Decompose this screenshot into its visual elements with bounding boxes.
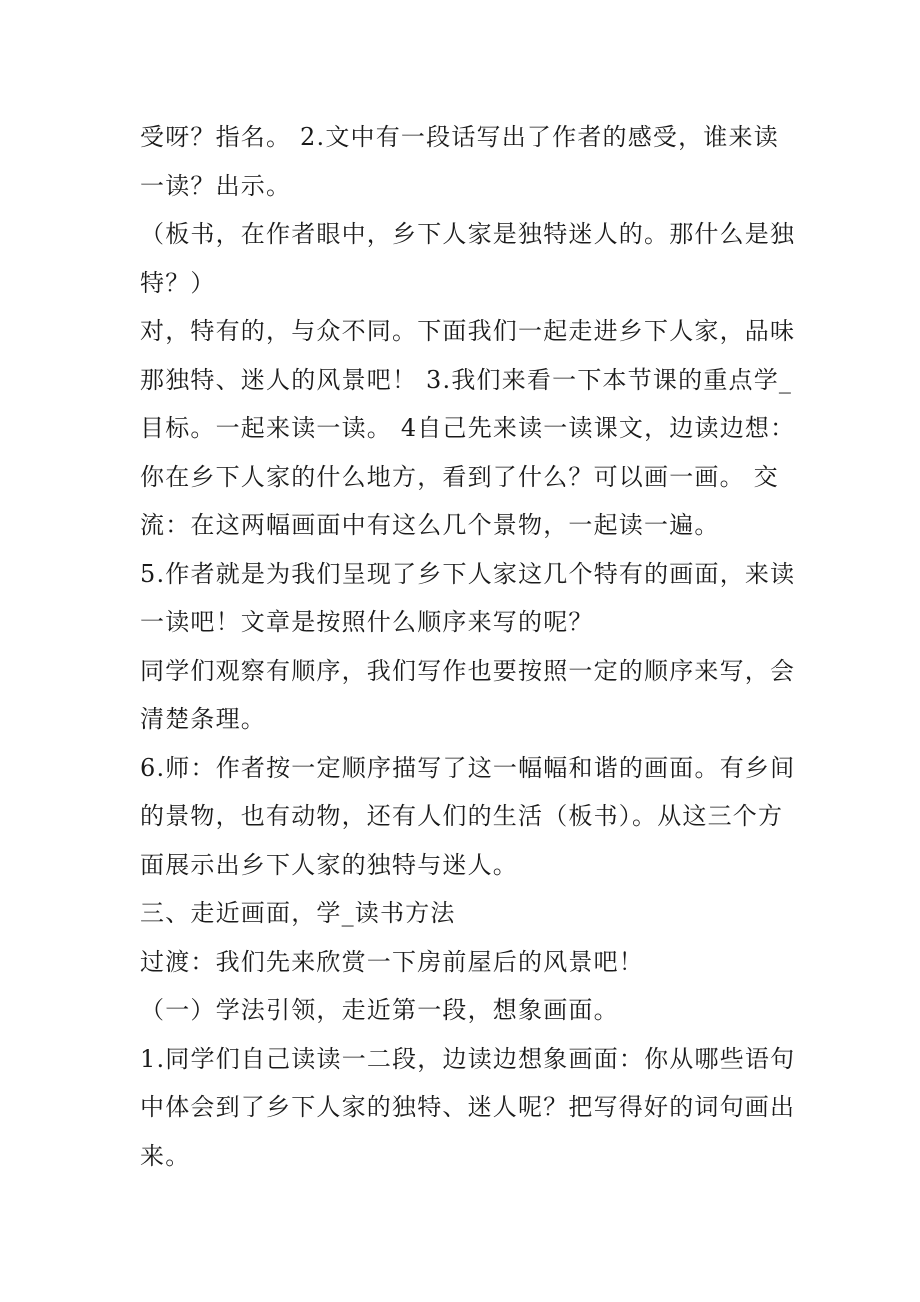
text-line: 一读？出示。 [140,171,292,200]
text-line: 同学们观察有顺序，我们写作也要按照一定的顺序来写，会 [140,656,796,685]
text-line: 的景物，也有动物，还有人们的生活（板书）。从这三个方 [140,802,784,830]
text-line: 你在乡下人家的什么地方，看到了什么？可以画一画。 交 [140,462,779,491]
document-body [140,113,796,1180]
text-line: 6.师：作者按一定顺序描写了这一幅幅和谐的画面。有乡间 [140,753,796,782]
text-line: 5.作者就是为我们呈现了乡下人家这几个特有的画面，来读 [140,559,796,588]
text-line: 受呀？指名。 2.文中有一段话写出了作者的感受，谁来读 [140,123,779,151]
text-line: 流：在这两幅画面中有这么几个景物，一起读一遍。 [140,511,720,539]
text-line: 那独特、迷人的风景吧！ 3.我们来看一下本节课的重点学_ [140,365,793,394]
section-heading: 三、走近画面，学_读书方法 [140,899,456,927]
text-line: 目标。一起来读一读。 4自己先来读一读课文，边读边想： [140,414,796,442]
text-line: （板书，在作者眼中，乡下人家是独特迷人的。那什么是独 [140,220,796,248]
text-line: 1.同学们自己读读一二段，边读边想象画面：你从哪些语句 [140,1044,796,1073]
text-line: 特？） [140,268,216,297]
subsection-heading: （一）学法引领，走近第一段，想象画面。 [140,996,619,1024]
text-line: 中体会到了乡下人家的独特、迷人呢？把写得好的词句画出 [140,1093,796,1121]
text-line: 面展示出乡下人家的独特与迷人。 [140,850,518,879]
text-line: 过渡：我们先来欣赏一下房前屋后的风景吧！ [140,947,644,976]
text-line: 对，特有的，与众不同。下面我们一起走进乡下人家，品味 [140,317,796,345]
text-line: 清楚条理。 [140,705,266,733]
text-line: 一读吧！文章是按照什么顺序来写的呢？ [140,608,594,636]
text-line: 来。 [140,1141,191,1170]
